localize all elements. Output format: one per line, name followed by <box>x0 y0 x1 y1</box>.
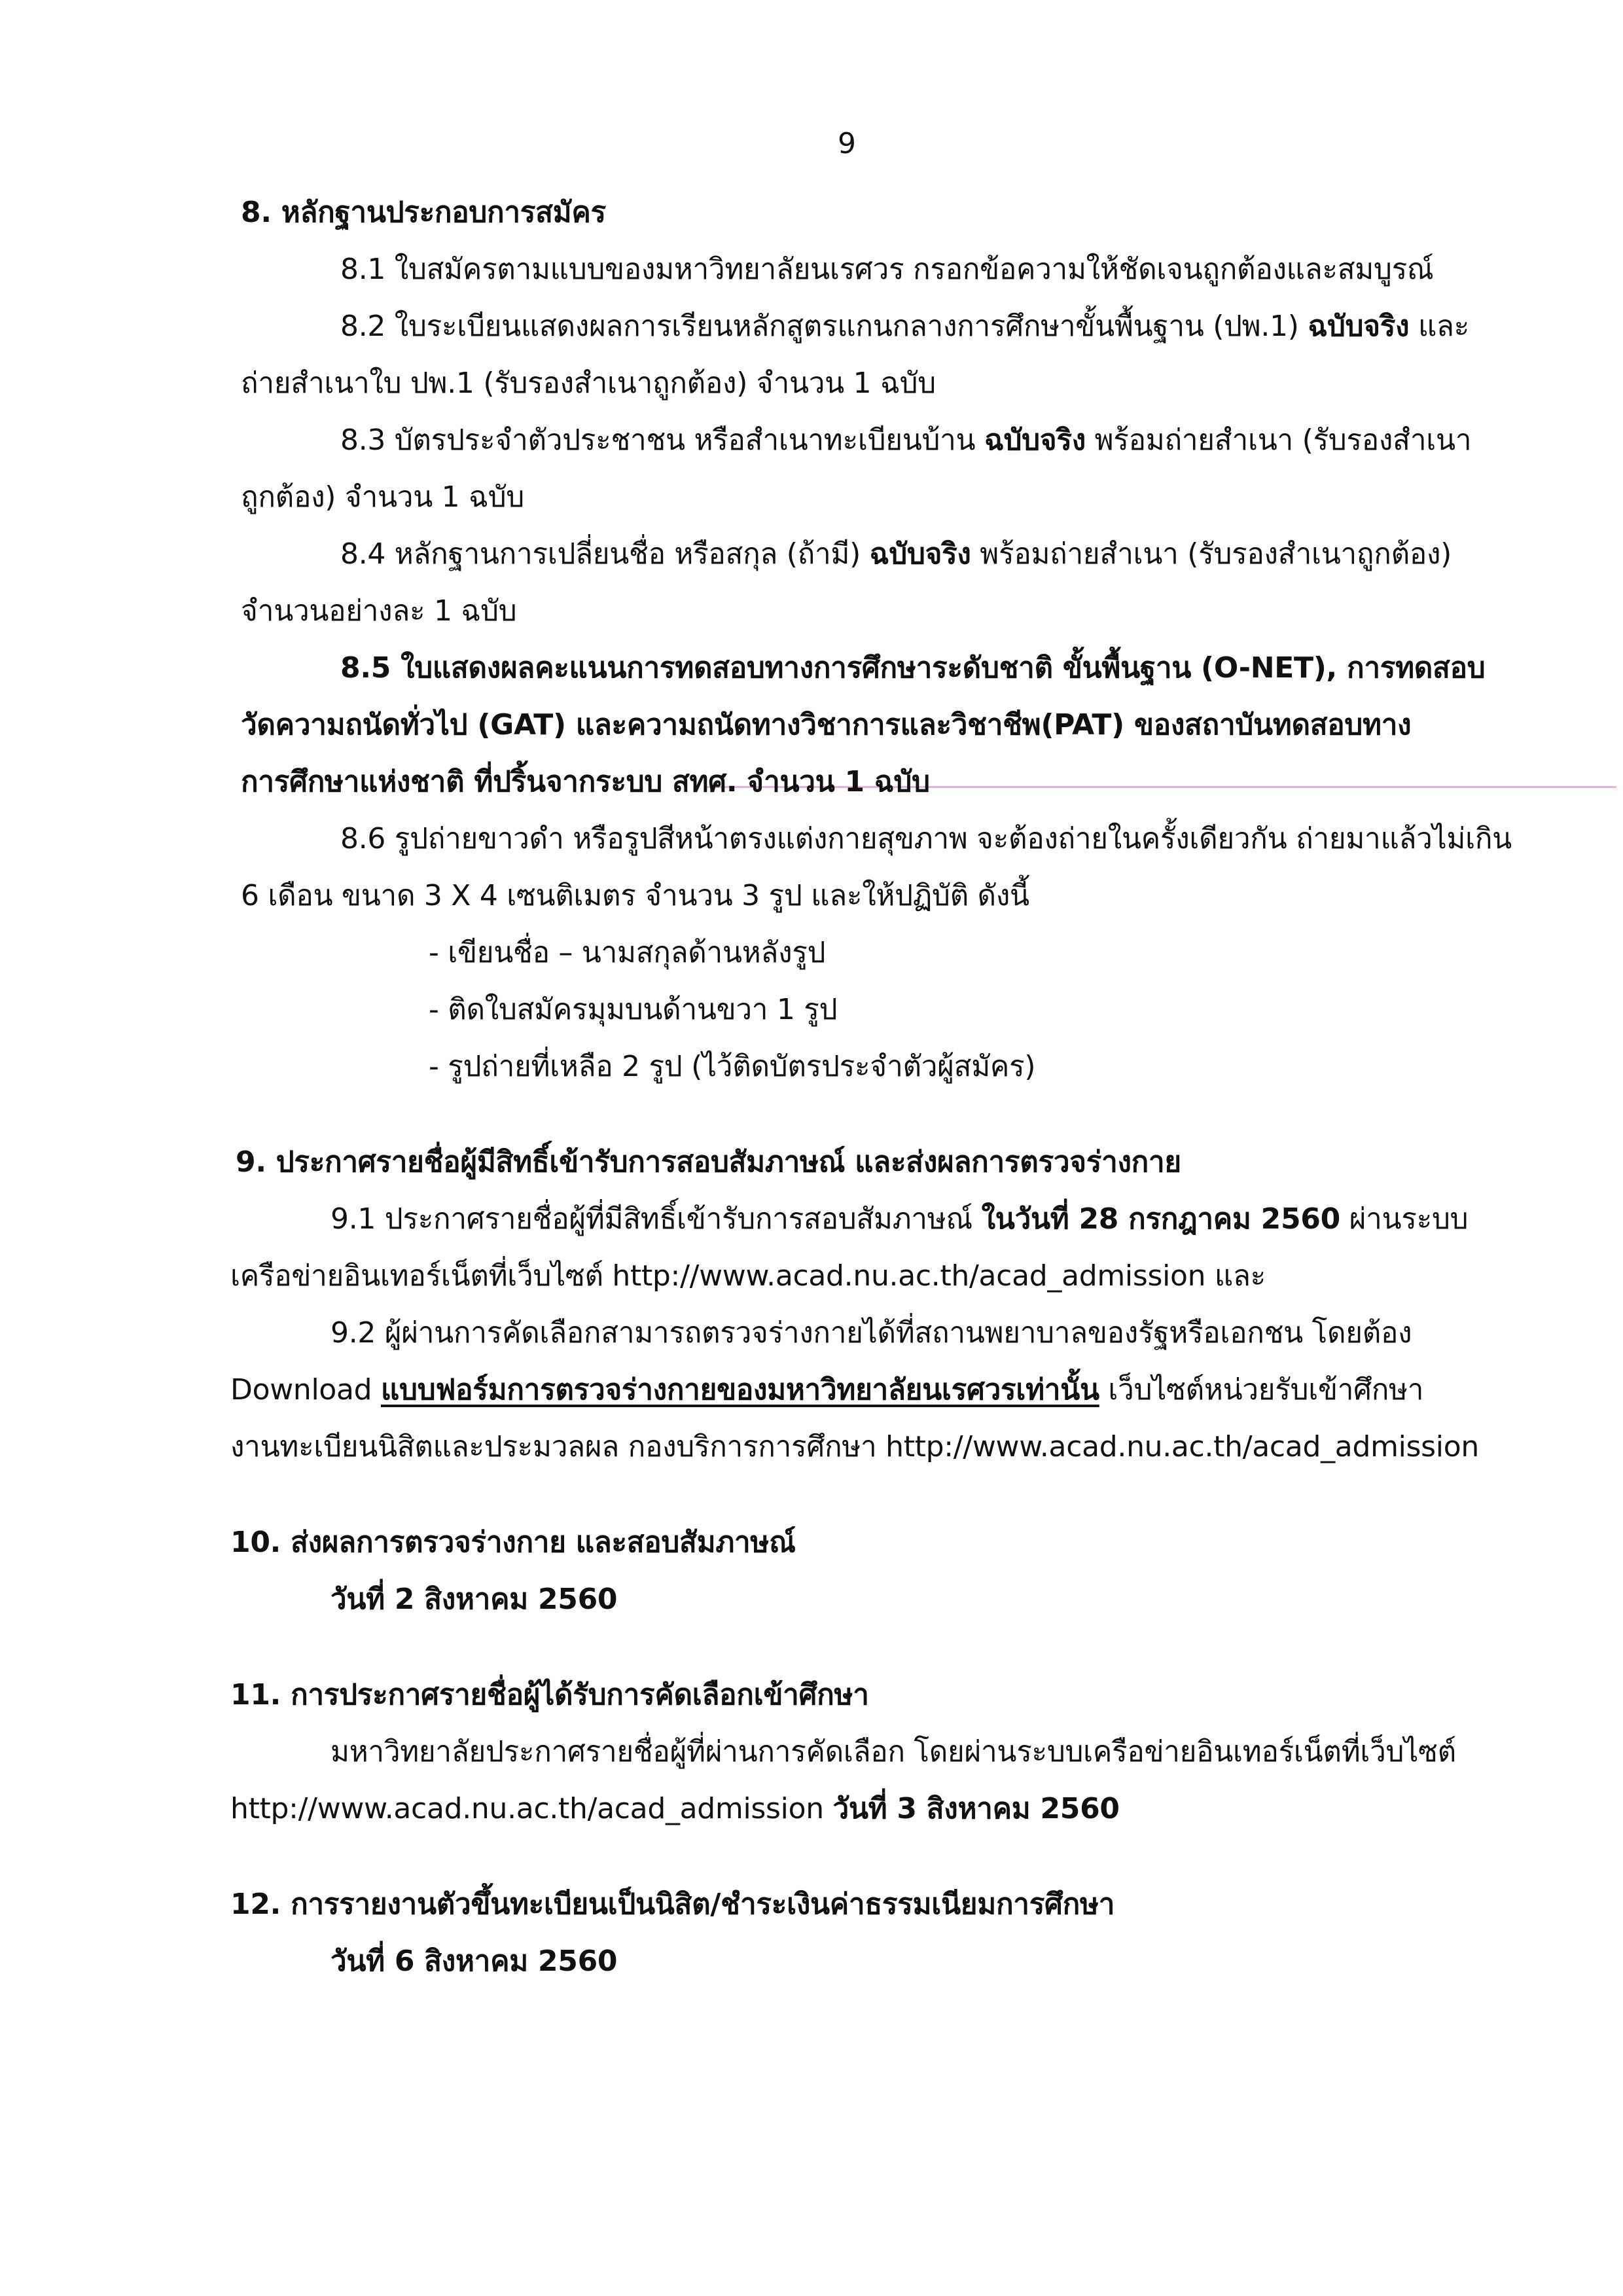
section-10-date: วันที่ 2 สิงหาคม 2560 <box>330 1583 618 1616</box>
item-9-2-download: Download <box>230 1373 381 1407</box>
item-8-2-and: และ <box>1409 310 1470 343</box>
item-8-1: 8.1 ใบสมัครตามแบบของมหาวิทยาลัยนเรศวร กรอกข้อความให้ชัดเจนถูกต้องและสมบูรณ์ <box>340 253 1434 286</box>
photo-instruction-2: - ติดใบสมัครมุมบนด้านขวา 1 รูป <box>429 993 838 1026</box>
item-9-2-line2 <box>230 1371 1423 1410</box>
item-8-2-line1 <box>340 307 1469 346</box>
item-8-5-line1: 8.5 ใบแสดงผลคะแนนการทดสอบทางการศึกษาระดับชาติ ขั้นพื้นฐาน (O-NET), การทดสอบ <box>340 651 1486 685</box>
section-11-line2 <box>230 1789 1120 1829</box>
page-number: 9 <box>838 127 856 160</box>
item-9-1-line1 <box>330 1200 1468 1239</box>
item-8-3-text: 8.3 บัตรประจำตัวประชาชน หรือสำเนาทะเบียนบ้าน <box>340 423 984 457</box>
section-11-date: วันที่ 3 สิงหาคม 2560 <box>832 1792 1120 1825</box>
item-8-4-line2: จำนวนอย่างละ 1 ฉบับ <box>241 594 517 628</box>
item-8-6-line1: 8.6 รูปถ่ายขาวดำ หรือรูปสีหน้าตรงแต่งกายสุขภาพ จะต้องถ่ายในครั้งเดียวกัน ถ่ายมาแล้วไม่เกิน <box>340 822 1512 855</box>
item-8-3-line2: ถูกต้อง) จำนวน 1 ฉบับ <box>241 480 524 514</box>
section-10-heading: 10. ส่งผลการตรวจร่างกาย และสอบสัมภาษณ์ <box>230 1526 796 1559</box>
item-8-2-original: ฉบับจริง <box>1308 310 1410 343</box>
section-8-heading: 8. หลักฐานประกอบการสมัคร <box>241 196 606 229</box>
item-8-2-text: 8.2 ใบระเบียนแสดงผลการเรียนหลักสูตรแกนกลางการศึกษาขั้นพื้นฐาน (ปพ.1) <box>340 310 1308 343</box>
section-11-heading: 11. การประกาศรายชื่อผู้ได้รับการคัดเลือกเข้าศึกษา <box>230 1678 869 1712</box>
medical-form-link[interactable]: แบบฟอร์มการตรวจร่างกายของมหาวิทยาลัยนเรศวรเท่านั้น <box>381 1373 1099 1407</box>
item-9-1-via: ผ่านระบบ <box>1340 1202 1469 1236</box>
section-12-heading: 12. การรายงานตัวขึ้นทะเบียนเป็นนิสิต/ชำระเงินค่าธรรมเนียมการศึกษา <box>230 1888 1115 1921</box>
item-9-1-line2: เครือข่ายอินเทอร์เน็ตที่เว็บไซต์ http://www.acad.nu.ac.th/acad_admission และ <box>230 1259 1266 1293</box>
item-9-2-line1: 9.2 ผู้ผ่านการคัดเลือกสามารถตรวจร่างกายได้ที่สถานพยาบาลของรัฐหรือเอกชน โดยต้อง <box>330 1316 1412 1350</box>
admission-url: http://www.acad.nu.ac.th/acad_admission <box>230 1792 833 1825</box>
section-12-date: วันที่ 6 สิงหาคม 2560 <box>330 1945 618 1978</box>
photo-instruction-3: - รูปถ่ายที่เหลือ 2 รูป (ไว้ติดบัตรประจำตัวผู้สมัคร) <box>429 1050 1036 1083</box>
section-11-line1: มหาวิทยาลัยประกาศรายชื่อผู้ที่ผ่านการคัดเลือก โดยผ่านระบบเครือข่ายอินเทอร์เน็ตที่เว็บไซต์ <box>330 1735 1456 1768</box>
item-9-2-line3: งานทะเบียนนิสิตและประมวลผล กองบริการการศึกษา http://www.acad.nu.ac.th/acad_admission <box>230 1430 1479 1463</box>
item-8-4-original: ฉบับจริง <box>869 537 971 571</box>
item-8-6-line2: 6 เดือน ขนาด 3 X 4 เซนติเมตร จำนวน 3 รูป และให้ปฏิบัติ ดังนี้ <box>241 879 1029 912</box>
item-8-3-original: ฉบับจริง <box>984 423 1086 457</box>
photo-instruction-1: - เขียนชื่อ – นามสกุลด้านหลังรูป <box>429 936 826 969</box>
item-8-3-copy: พร้อมถ่ายสำเนา (รับรองสำเนา <box>1085 423 1472 457</box>
item-8-5-line3: การศึกษาแห่งชาติ ที่ปริ้นจากระบบ สทศ. จำนวน 1 ฉบับ <box>241 765 930 798</box>
item-9-2-website: เว็บไซต์หน่วยรับเข้าศึกษา <box>1099 1373 1424 1407</box>
item-8-5-line2: วัดความถนัดทั่วไป (GAT) และความถนัดทางวิชาการและวิชาชีพ(PAT) ของสถาบันทดสอบทาง <box>241 708 1412 742</box>
item-8-3-line1 <box>340 421 1471 460</box>
item-9-1-text: 9.1 ประกาศรายชื่อผู้ที่มีสิทธิ์เข้ารับการสอบสัมภาษณ์ <box>330 1202 982 1236</box>
item-9-1-date: ในวันที่ 28 กรกฎาคม 2560 <box>981 1202 1340 1236</box>
item-8-4-line1 <box>340 535 1452 574</box>
item-8-4-text: 8.4 หลักฐานการเปลี่ยนชื่อ หรือสกุล (ถ้ามี) <box>340 537 870 571</box>
section-9-heading: 9. ประกาศรายชื่อผู้มีสิทธิ์เข้ารับการสอบสัมภาษณ์ และส่งผลการตรวจร่างกาย <box>236 1145 1181 1179</box>
item-8-2-line2: ถ่ายสำเนาใบ ปพ.1 (รับรองสำเนาถูกต้อง) จำนวน 1 ฉบับ <box>241 367 936 400</box>
item-8-4-copy: พร้อมถ่ายสำเนา (รับรองสำเนาถูกต้อง) <box>971 537 1452 571</box>
